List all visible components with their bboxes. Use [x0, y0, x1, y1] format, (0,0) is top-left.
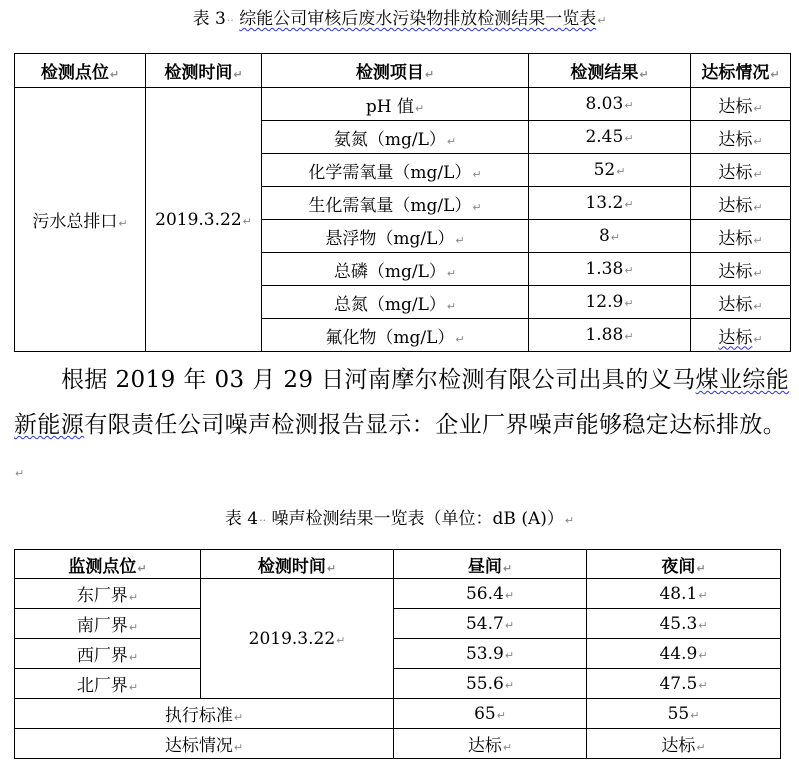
table4-caption: 表 4·· 噪声检测结果一览表（单位：dB (A)）↵: [224, 509, 575, 529]
status-cell: 达标↵: [691, 121, 791, 154]
status-cell: 达标↵: [691, 187, 791, 220]
location-cell: 污水总排口↵: [15, 88, 146, 352]
result-cell: 12.9↵: [529, 286, 691, 319]
table-header-row: [15, 550, 781, 579]
day-cell: 53.9↵: [394, 639, 587, 669]
col-header-point: 监测点位↵: [15, 550, 201, 579]
item-cell: pH 值↵: [262, 88, 529, 121]
col-header-time: 检测时间↵: [146, 54, 262, 88]
table3-caption-title: 综能公司审核后废水污染物排放检测结果一览表: [239, 9, 597, 29]
day-cell: 54.7↵: [394, 609, 587, 639]
point-cell: 南厂界↵: [15, 609, 201, 639]
status-cell: 达标↵: [691, 286, 791, 319]
status-cell: 达标↵: [691, 220, 791, 253]
wastewater-results-table: [14, 53, 791, 352]
night-cell: 48.1↵: [587, 579, 781, 609]
item-cell: 化学需氧量（mg/L）↵: [262, 154, 529, 187]
table-header-row: [15, 54, 791, 88]
date-cell: 2019.3.22↵: [201, 579, 394, 699]
point-cell: 东厂界↵: [15, 579, 201, 609]
table-row: [15, 609, 781, 639]
night-cell: 47.5↵: [587, 669, 781, 699]
col-header-location: 检测点位↵: [15, 54, 146, 88]
standard-night-cell: 55↵: [587, 699, 781, 729]
result-cell: 1.38↵: [529, 253, 691, 286]
table-row: [15, 699, 781, 729]
table3-caption: 表 3·· 综能公司审核后废水污染物排放检测结果一览表↵: [192, 9, 607, 29]
day-cell: 55.6↵: [394, 669, 587, 699]
result-cell: 52↵: [529, 154, 691, 187]
table3-caption-label: 表 3: [192, 9, 226, 29]
night-cell: 45.3↵: [587, 609, 781, 639]
noise-report-paragraph: 根据 2019 年 03 月 29 日河南摩尔检测有限公司出具的义马煤业综能新能源有限责任公司噪声检测报告显示：企业厂界噪声能够稳定达标排放。↵: [14, 367, 790, 480]
compliance-day-cell: 达标↵: [394, 729, 587, 759]
table4-caption-title: 噪声检测结果一览表（单位：dB (A)）: [271, 509, 564, 529]
noise-results-table: [14, 549, 781, 759]
result-cell: 2.45↵: [529, 121, 691, 154]
item-cell: 总氮（mg/L）↵: [262, 286, 529, 319]
compliance-label-cell: 达标情况↵: [15, 729, 394, 759]
col-header-day: 昼间↵: [394, 550, 587, 579]
status-cell: 达标↵: [691, 319, 791, 352]
status-cell: 达标↵: [691, 253, 791, 286]
status-cell: 达标↵: [691, 154, 791, 187]
col-header-item: 检测项目↵: [262, 54, 529, 88]
result-cell: 8↵: [529, 220, 691, 253]
table-row: [15, 729, 781, 759]
result-cell: 8.03↵: [529, 88, 691, 121]
standard-day-cell: 65↵: [394, 699, 587, 729]
day-cell: 56.4↵: [394, 579, 587, 609]
col-header-status: 达标情况↵: [691, 54, 791, 88]
col-header-time: 检测时间↵: [201, 550, 394, 579]
table-row: [15, 88, 791, 121]
item-cell: 总磷（mg/L）↵: [262, 253, 529, 286]
result-cell: 1.88↵: [529, 319, 691, 352]
compliance-night-cell: 达标↵: [587, 729, 781, 759]
date-cell: 2019.3.22↵: [146, 88, 262, 352]
point-cell: 北厂界↵: [15, 669, 201, 699]
table-row: [15, 579, 781, 609]
col-header-night: 夜间↵: [587, 550, 781, 579]
point-cell: 西厂界↵: [15, 639, 201, 669]
result-cell: 13.2↵: [529, 187, 691, 220]
night-cell: 44.9↵: [587, 639, 781, 669]
item-cell: 氨氮（mg/L）↵: [262, 121, 529, 154]
table-row: [15, 639, 781, 669]
table4-caption-label: 表 4: [224, 509, 259, 529]
item-cell: 生化需氧量（mg/L）↵: [262, 187, 529, 220]
item-cell: 氟化物（mg/L）↵: [262, 319, 529, 352]
item-cell: 悬浮物（mg/L）↵: [262, 220, 529, 253]
table-row: [15, 669, 781, 699]
standard-label-cell: 执行标准↵: [15, 699, 394, 729]
col-header-result: 检测结果↵: [529, 54, 691, 88]
status-cell: 达标↵: [691, 88, 791, 121]
